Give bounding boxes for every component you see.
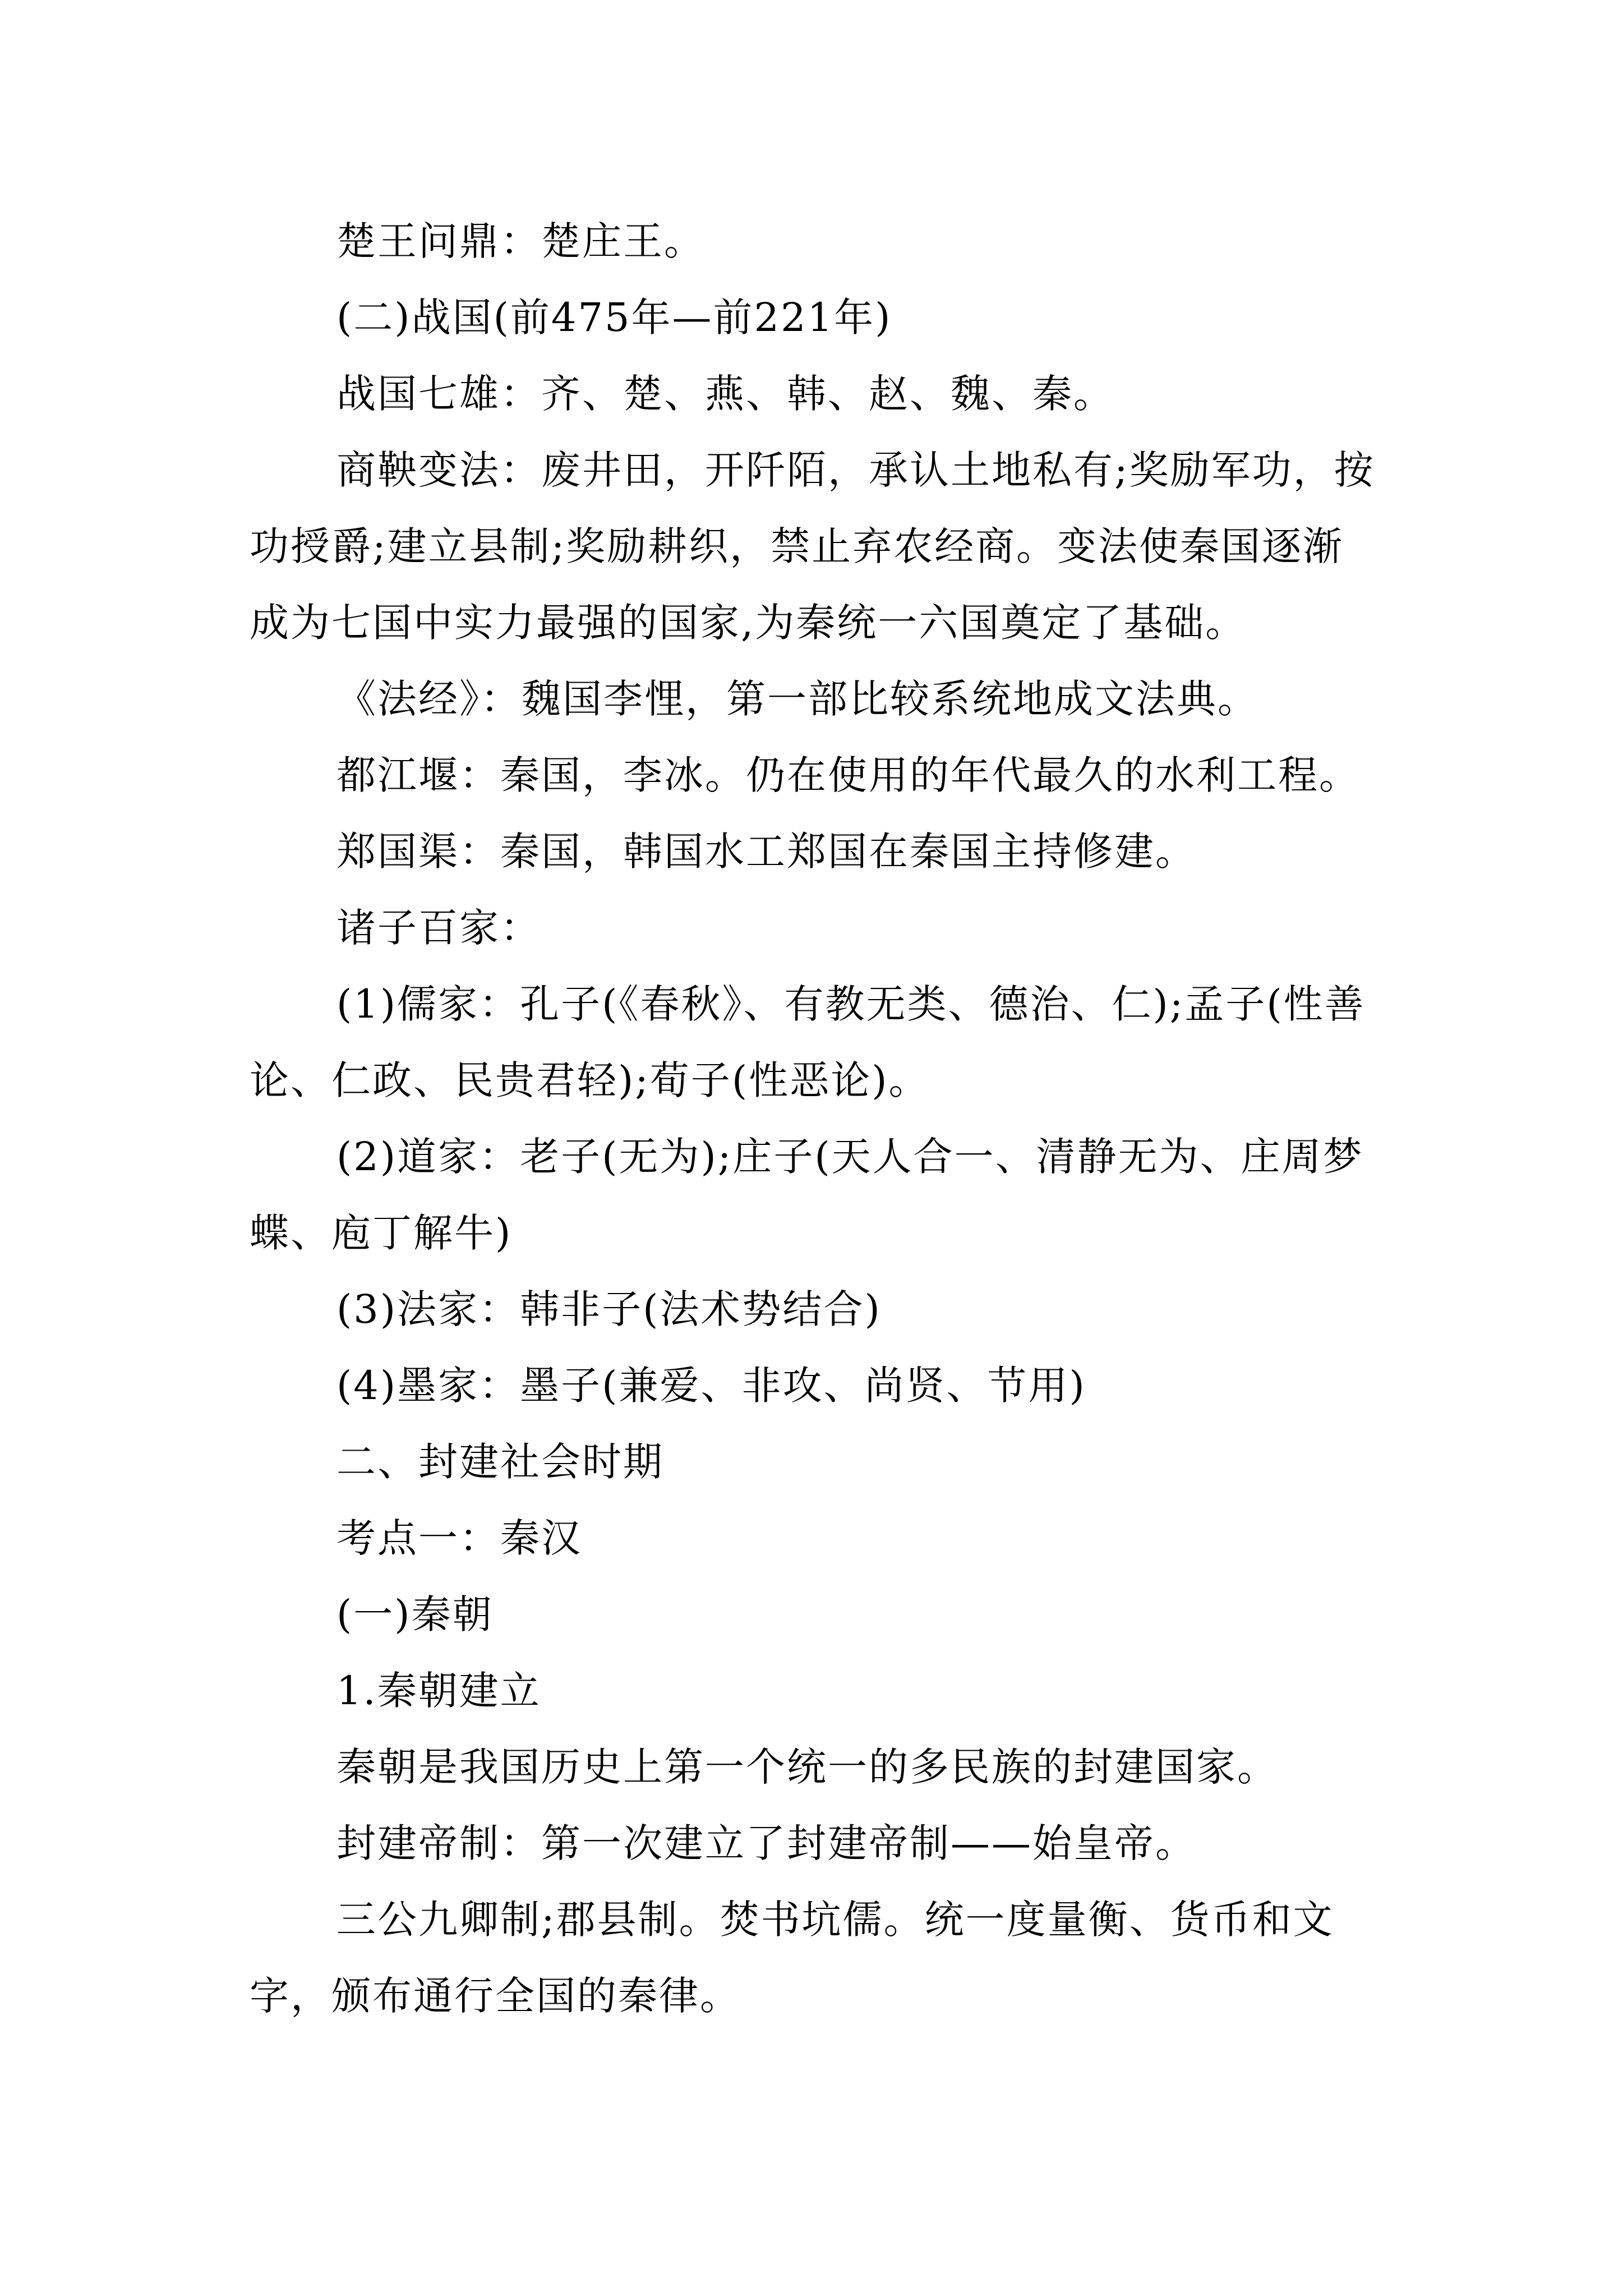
list-item: (2)道家：老子(无为);庄子(天人合一、清静无为、庄周梦蝶、庖丁解牛) [250,1134,1364,1256]
paragraph: 秦朝是我国历史上第一个统一的多民族的封建国家。 [336,1744,1278,1790]
document-body [250,203,1377,2034]
list-item: (4)墨家：墨子(兼爱、非攻、尚贤、节用) [336,1363,1086,1409]
list-item: (1)儒家：孔子(《春秋》、有教无类、德治、仁);孟子(性善论、仁政、民贵君轻);荀子(性恶论)。 [250,981,1366,1103]
paragraph: 商鞅变法：废井田，开阡陌，承认土地私有;奖励军功，按功授爵;建立县制;奖励耕织，禁止弃农经商。变法使秦国逐渐成为七国中实力最强的国家,为秦统一六国奠定了基础。 [250,447,1375,646]
section-heading: 二、封建社会时期 [336,1439,664,1485]
paragraph: 战国七雄：齐、楚、燕、韩、赵、魏、秦。 [336,371,1114,417]
section-heading: 考点一：秦汉 [336,1515,582,1561]
paragraph: 三公九卿制;郡县制。焚书坑儒。统一度量衡、货币和文字，颁布通行全国的秦律。 [250,1897,1334,2019]
list-item: (3)法家：韩非子(法术势结合) [336,1286,882,1332]
section-heading: 1.秦朝建立 [336,1668,541,1714]
paragraph: 封建帝制：第一次建立了封建帝制——始皇帝。 [336,1820,1196,1866]
paragraph: 楚王问鼎：楚庄王。 [336,218,705,264]
paragraph: 《法经》：魏国李悝，第一部比较系统地成文法典。 [336,676,1258,722]
paragraph: 都江堰：秦国，李冰。仍在使用的年代最久的水利工程。 [336,752,1360,798]
paragraph: 郑国渠：秦国，韩国水工郑国在秦国主持修建。 [336,829,1196,875]
paragraph: 诸子百家： [336,905,541,951]
section-heading: (一)秦朝 [336,1591,494,1637]
section-heading: (二)战国(前475年—前221年) [336,295,892,341]
